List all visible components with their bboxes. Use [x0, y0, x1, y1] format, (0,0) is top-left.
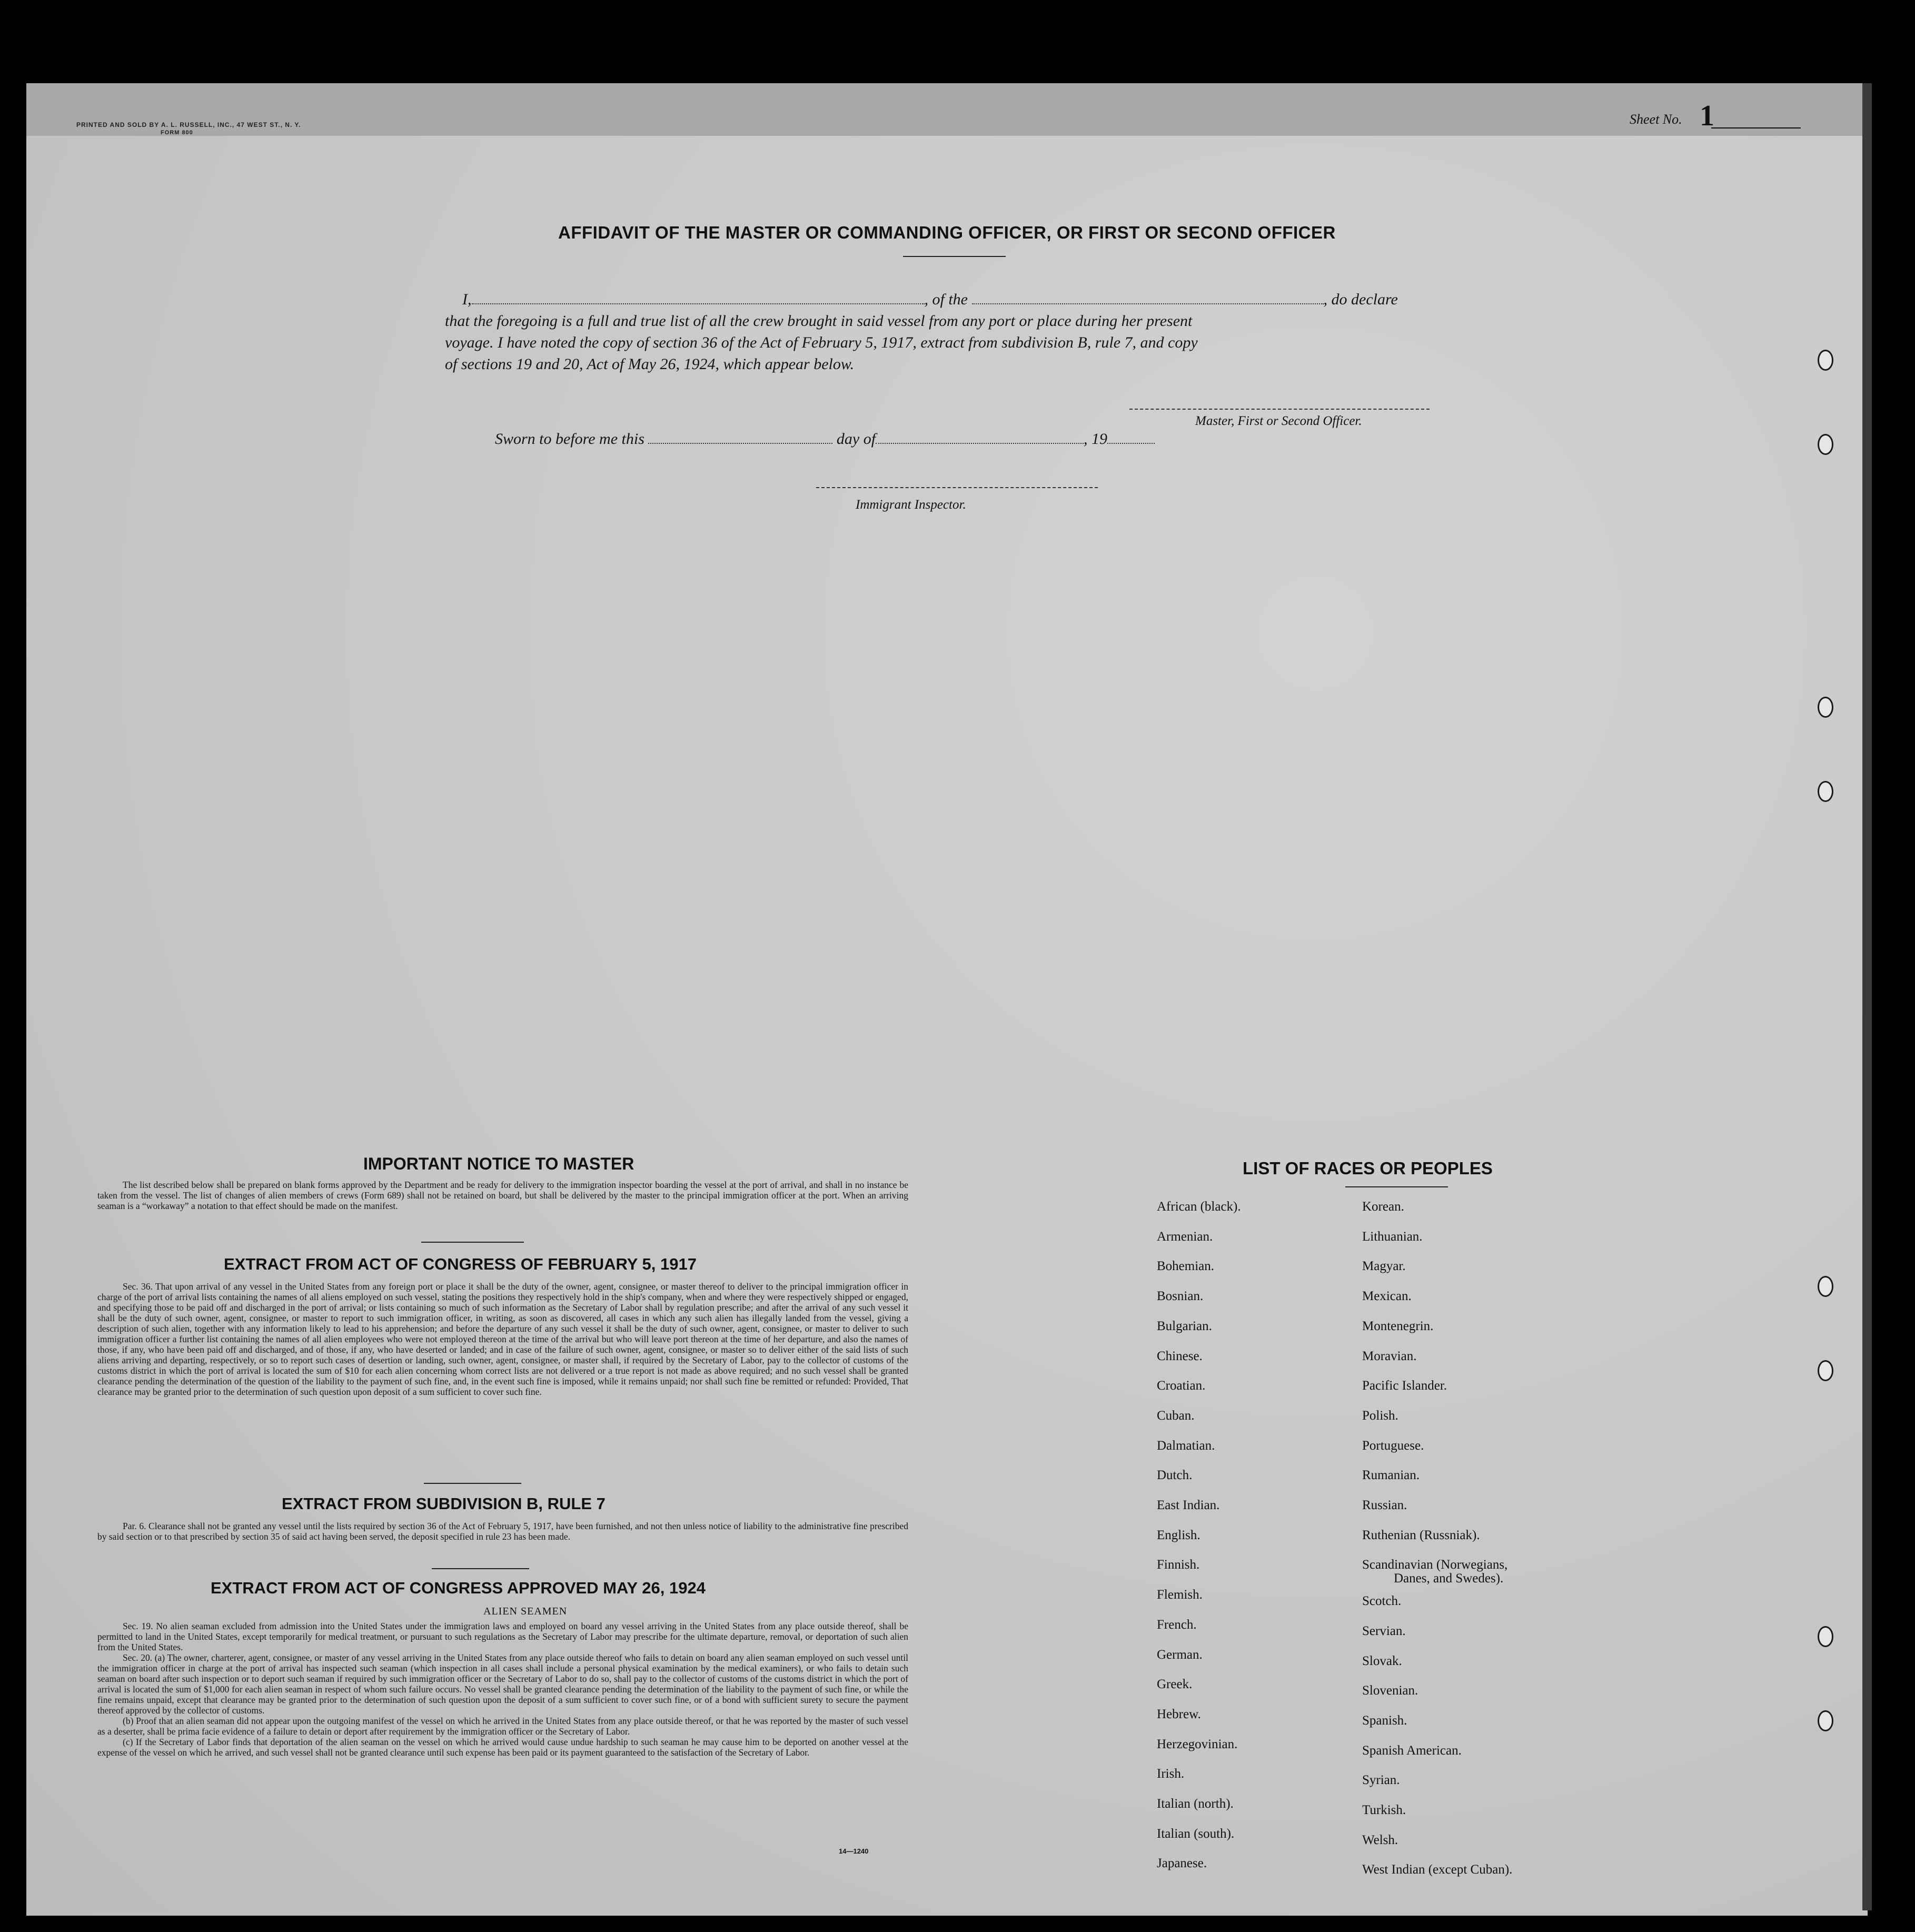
sworn-year-blank — [1107, 443, 1155, 444]
race-item: Bohemian. — [1157, 1259, 1215, 1274]
form-code: 14—1240 — [839, 1847, 869, 1855]
race-item: Bulgarian. — [1157, 1319, 1212, 1333]
race-item: Greek. — [1157, 1677, 1193, 1692]
race-item: Bosnian. — [1157, 1289, 1204, 1304]
binder-hole — [1818, 1710, 1833, 1731]
sworn-label: Sworn to before me this — [495, 430, 644, 448]
sheet-number-label: Sheet No. — [1630, 112, 1682, 127]
race-item: Polish. — [1362, 1408, 1398, 1423]
binder-hole — [1818, 1626, 1833, 1647]
affidavit-line-1 — [462, 289, 1398, 310]
race-item: Flemish. — [1157, 1588, 1203, 1602]
extract-1924-title: EXTRACT FROM ACT OF CONGRESS APPROVED MAY 26, 1924 — [211, 1579, 706, 1597]
year-label: , 19 — [1084, 430, 1108, 448]
sec-19-paragraph: Sec. 19. No alien seaman excluded from admission into the United States under the immigration laws and employed on board any vessel arriving in the United States from any place outside thereof, shall be permitted to land in the United States, except temporarily for medical treatment, or pursuant to such regulations as the Secretary of Labor may prescribe for the ultimate departure, removal, or deportation of such alien from the United States. — [97, 1621, 908, 1652]
binder-hole — [1818, 1360, 1833, 1381]
inspector-signature-label: Immigrant Inspector. — [856, 498, 966, 512]
race-item: Dalmatian. — [1157, 1438, 1215, 1453]
race-item: Ruthenian (Russniak). — [1362, 1528, 1480, 1542]
affidavit-do-declare: , do declare — [1323, 291, 1398, 308]
extract-1924-body — [97, 1621, 908, 1758]
binder-hole — [1818, 350, 1833, 371]
race-item: Chinese. — [1157, 1349, 1203, 1363]
top-strip — [26, 83, 1868, 136]
race-item: Scandinavian (Norwegians, — [1362, 1558, 1508, 1572]
binder-hole — [1818, 1276, 1833, 1297]
race-item: Spanish American. — [1362, 1743, 1462, 1758]
race-item: Croatian. — [1157, 1379, 1206, 1393]
extract-1917-body — [97, 1281, 908, 1397]
day-of-label: day of — [836, 430, 876, 448]
extract-rule7-rule — [432, 1568, 529, 1569]
race-item: Pacific Islander. — [1362, 1379, 1447, 1393]
race-item: Portuguese. — [1362, 1438, 1424, 1453]
race-item: Finnish. — [1157, 1558, 1200, 1572]
sheet-number-value: 1 — [1700, 100, 1714, 132]
race-item: Cuban. — [1157, 1408, 1195, 1423]
alien-seamen-subtitle: ALIEN SEAMEN — [483, 1606, 568, 1617]
form-number: FORM 800 — [161, 130, 193, 136]
sworn-line — [495, 428, 1155, 450]
race-item: Mexican. — [1362, 1289, 1412, 1304]
race-item: East Indian. — [1157, 1498, 1220, 1512]
race-item: English. — [1157, 1528, 1200, 1542]
sworn-day-blank — [648, 443, 832, 444]
name-blank — [472, 303, 925, 304]
notice-rule — [421, 1242, 524, 1243]
race-item: Spanish. — [1362, 1713, 1407, 1728]
sec-36-paragraph: Sec. 36. That upon arrival of any vessel in the United States from any foreign port or place it shall be the duty of the owner, agent, consignee, or master thereof to deliver to the principal immigration officer in charge of the port of arrival lists containing the names of all aliens employed on such vessel, stating the positions they respectively hold in the ship's company, when and where they were respectively shipped or engaged, and specifying those to be paid off and discharged in the port of arrival; or lists containing so much of such information as the Secretary of Labor shall by regulation prescribe; and after the arrival of any such vessel it shall be the duty of such owner, agent, consignee, or master to report to such immigration officer, in writing, as soon as discovered, all cases in which any such alien has illegally landed from the vessel, giving a description of such alien, together with any information likely to lead to his apprehension; and before the departure of any such vessel it shall be the duty of such owner, agent, consignee, or master to deliver to such immigration officer a further list containing the names of all alien employees who were not employed thereon at the time of the arrival but who will leave port thereon at the time of her departure, and also the names of those, if any, who have been paid off and discharged, and of those, if any, who have deserted or landed; and in case of the failure of such owner, agent, consignee, or master so to deliver either of the said lists of such aliens arriving and departing, respectively, or so to report such cases of desertion or landing, such owner, agent, consignee, or master shall, if required by the Secretary of Labor, pay to the collector of customs of the customs district in which the port of arrival is located the sum of $10 for each alien concerning whom correct lists are not delivered or a true report is not made as above required; and no such vessel shall be granted clearance pending the determination of the question of the liability to the payment of such fine, and, in the event such fine is imposed, while it remains unpaid; nor shall such fine be remitted or refunded: Provided, That clearance may be granted prior to the determination of such question upon deposit of a sum sufficient to cover such fine. — [97, 1281, 908, 1397]
inspector-signature-line — [816, 487, 1098, 488]
race-item: Armenian. — [1157, 1229, 1213, 1244]
race-item: Welsh. — [1362, 1832, 1398, 1847]
race-item: Lithuanian. — [1362, 1229, 1423, 1244]
race-item: Montenegrin. — [1362, 1319, 1434, 1333]
binder-hole — [1818, 434, 1833, 455]
race-item: Russian. — [1362, 1498, 1407, 1512]
extract-rule7-title: EXTRACT FROM SUBDIVISION B, RULE 7 — [282, 1494, 606, 1513]
master-signature-label: Master, First or Second Officer. — [1195, 414, 1362, 428]
race-item: Moravian. — [1362, 1349, 1417, 1363]
extract-rule7-body — [97, 1521, 908, 1542]
race-item: Italian (south). — [1157, 1826, 1235, 1841]
binder-hole — [1818, 781, 1833, 802]
race-item: Slovenian. — [1362, 1683, 1418, 1698]
affidavit-of-the: , of the — [924, 291, 968, 308]
race-item: West Indian (except Cuban). — [1362, 1862, 1513, 1877]
sec-20c-paragraph: (c) If the Secretary of Labor finds that deportation of the alien seaman on the vessel on which he arrived would cause undue hardship to such seaman he may cause him to be deported on another vessel at the expense of the vessel on which he arrived, and such vessel shall not be granted clearance until such expense has been paid or its payment guaranteed to the satisfaction of the Secretary of Labor. — [97, 1737, 908, 1758]
vessel-blank — [972, 303, 1324, 304]
notice-body — [97, 1180, 908, 1211]
par-6-paragraph: Par. 6. Clearance shall not be granted any vessel until the lists required by section 36 of the Act of February 5, 1917, have been furnished, and not then unless notice of liability to the administrative fine prescribed by said section or to that prescribed by section 35 of said act having been served, the deposit specified in rule 23 has been made. — [97, 1521, 908, 1542]
sworn-month-blank — [876, 443, 1084, 444]
race-item: Servian. — [1362, 1623, 1406, 1638]
affidavit-line-2: that the foregoing is a full and true list of all the crew brought in said vessel from any port or place during her present — [445, 312, 1193, 330]
race-item: African (black). — [1157, 1200, 1241, 1214]
race-item: Magyar. — [1362, 1259, 1406, 1274]
race-item: Italian (north). — [1157, 1797, 1234, 1811]
race-item: Hebrew. — [1157, 1707, 1201, 1721]
race-item: Syrian. — [1362, 1773, 1400, 1788]
race-item: Scotch. — [1362, 1594, 1402, 1609]
race-item: Dutch. — [1157, 1468, 1193, 1483]
affidavit-title-rule — [903, 256, 1006, 257]
affidavit-title: AFFIDAVIT OF THE MASTER OR COMMANDING OFFICER, OR FIRST OR SECOND OFFICER — [558, 223, 1336, 242]
race-item: Danes, and Swedes). — [1394, 1571, 1504, 1586]
extract-1917-rule — [424, 1483, 521, 1484]
sec-20a-paragraph: Sec. 20. (a) The owner, charterer, agent, consignee, or master of any vessel arriving in the United States from any place outside thereof who fails to detain on board any alien seaman employed on such vessel until the immigration officer in charge at the port of arrival has inspected such seaman (which inspection in all cases shall include a personal physical examination by the medical examiners), or who fails to detain such seaman on board after such inspection or to deport such seaman if required by such immigration officer or the Secretary of Labor to do so, shall pay to the collector of customs of the customs district in which the port of arrival is located the sum of $1,000 for each alien seaman in respect of whom such failure occurs. No vessel shall be granted clearance pending the determination of the liability to the payment of such fine, or while the fine remains unpaid, except that clearance may be granted prior to the determination of such question upon the deposit of a sum sufficient to cover such fine, or of a bond with sufficient surety to secure the payment thereof approved by the collector of customs. — [97, 1652, 908, 1716]
affidavit-line-4: of sections 19 and 20, Act of May 26, 1924, which appear below. — [445, 355, 855, 373]
master-signature-line — [1129, 409, 1430, 410]
race-item: Korean. — [1362, 1200, 1404, 1214]
races-rule — [1345, 1186, 1448, 1187]
races-title: LIST OF RACES OR PEOPLES — [1243, 1158, 1493, 1178]
binder-hole — [1818, 697, 1833, 718]
race-item: Slovak. — [1362, 1653, 1402, 1668]
printer-line: PRINTED AND SOLD BY A. L. RUSSELL, INC., 47 WEST ST., N. Y. — [76, 121, 301, 128]
sheet-number-line — [1711, 127, 1801, 128]
extract-1917-title: EXTRACT FROM ACT OF CONGRESS OF FEBRUARY 5, 1917 — [224, 1255, 697, 1273]
affidavit-line-3: voyage. I have noted the copy of section 36 of the Act of February 5, 1917, extract from subdivision B, rule 7, and copy — [445, 334, 1198, 351]
notice-title: IMPORTANT NOTICE TO MASTER — [363, 1154, 634, 1173]
page-right-edge — [1862, 83, 1872, 1910]
notice-paragraph: The list described below shall be prepared on blank forms approved by the Department and be ready for delivery to the immigration inspector boarding the vessel at the port of arrival, and shall in no instance be taken from the vessel. The list of changes of alien members of crews (Form 689) shall not be retained on board, but shall be delivered by the master to the principal immigration officer at the port. When an arriving seaman is a “workaway” a notation to that effect should be made on the manifest. — [97, 1180, 908, 1211]
race-item: Rumanian. — [1362, 1468, 1420, 1483]
sec-20b-paragraph: (b) Proof that an alien seaman did not appear upon the outgoing manifest of the vessel on which he arrived in the United States from any place outside thereof, or that he was reported by the master of such vessel as a deserter, shall be prima facie evidence of a failure to detain or deport after requirement by the immigration officer or the Secretary of Labor. — [97, 1716, 908, 1737]
race-item: Turkish. — [1362, 1803, 1406, 1817]
race-item: Japanese. — [1157, 1856, 1207, 1871]
affidavit-i-label: I, — [462, 291, 472, 308]
form-sheet — [26, 83, 1868, 1916]
race-item: Irish. — [1157, 1767, 1185, 1781]
race-item: French. — [1157, 1617, 1197, 1632]
race-item: Herzegovinian. — [1157, 1737, 1238, 1751]
race-item: German. — [1157, 1647, 1203, 1662]
